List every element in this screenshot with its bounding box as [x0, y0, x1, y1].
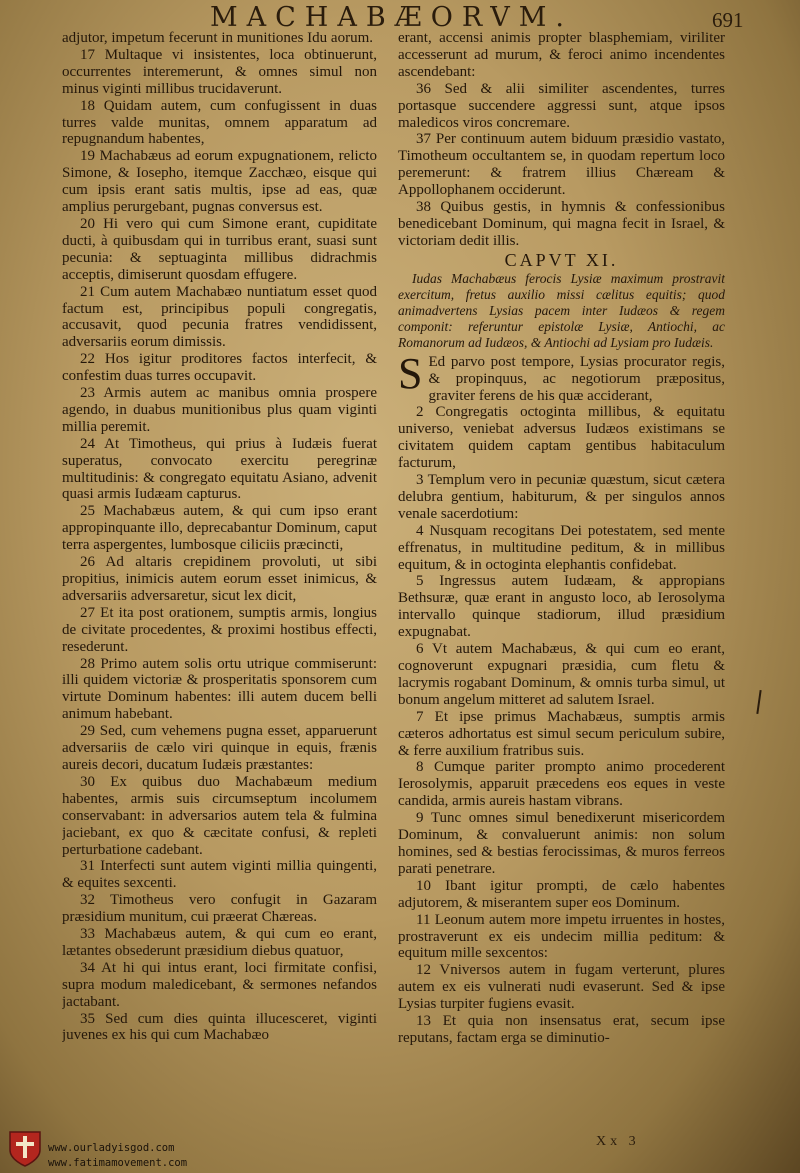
verse: 4 Nusquam recogitans Dei potestatem, sed mente effrenatus, in multitudine peditum, & in millibus equitum, & in octoginta elephantis confidebat. — [398, 522, 725, 573]
verse: 22 Hos igitur proditores factos interfecit, & confestim duas turres occupavit. — [62, 351, 377, 385]
verse: 6 Vt autem Machabæus, & qui cum eo erant, cognoverunt expugnari præsidia, cum fletu & lacrymis rogabant Dominum, & omnis turba simul, ut bonum angelum mitteret ad salutem Israel. — [398, 641, 725, 708]
verse: 12 Vniversos autem in fugam verterunt, plures autem ex eis vulnerati nudi evaserunt. Sed & ipse Lysias turpiter fugiens evasit. — [398, 962, 725, 1013]
verse: 18 Quidam autem, cum confugissent in duas turres valde munitas, omnem apparatum ad repugnandum habentes, — [62, 97, 377, 148]
verse: 25 Machabæus autem, & qui cum ipso erant appropinquante illo, deprecabantur Dominum, caput terra aspergentes, lumbosque ciliciis præcincti, — [62, 503, 377, 554]
verse: 34 At hi qui intus erant, loci firmitate confisi, supra modum maledicebant, & sermones nefandos jactabant. — [62, 959, 377, 1010]
footer-url-1: www.ourladyisgod.com — [48, 1142, 175, 1154]
verse: 19 Machabæus ad eorum expugnationem, relicto Simone, & Iosepho, itemque Zacchæo, eisque qui cum ipsis erant satis multis, ipse ad eas, quæ amplius perurgebant, pugnas conversus est. — [62, 148, 377, 216]
verse: 30 Ex quibus duo Machabæum medium habentes, armis suis circumseptum incolumem conservabant: in adversarios autem tela & fulmina jaciebant, ex quo & cæcitate confusi, & repleti perturbatione cadebant. — [62, 773, 377, 858]
shield-logo-icon — [8, 1130, 42, 1168]
verse: 7 Et ipse primus Machabæus, sumptis armis cæteros adhortatus est simul secum periculum subire, & ferre auxilium fratribus suis. — [398, 708, 725, 759]
running-title: MACHABÆORVM. — [210, 2, 573, 33]
right-column — [398, 30, 725, 1120]
footer-url-2: www.fatimamovement.com — [48, 1157, 188, 1169]
verse-with-dropcap — [398, 348, 725, 405]
chapter-summary — [398, 271, 725, 351]
verse: 35 Sed cum dies quinta illucesceret, viginti juvenes ex his qui cum Machabæo — [62, 1010, 377, 1044]
verse: 38 Quibus gestis, in hymnis & confessionibus benedicebant Dominum, qui magna fecit in Israel, & victoriam dedit illis. — [398, 199, 725, 249]
left-column — [62, 30, 377, 1120]
verse: 17 Multaque vi insistentes, loca obtinuerunt, occurrentes interemerunt, & omnes simul non minus viginti millibus trucidaverunt. — [62, 46, 377, 97]
verse: 8 Cumque pariter prompto animo procederent Ierosolymis, apparuit præcedens eos eques in veste candida, armis aureis hastam vibrans. — [398, 759, 725, 810]
verse: 28 Primo autem solis ortu utrique commiserunt: illi quidem victoriæ & prosperitatis sponsorem cum virtute Dominum habentes: illi autem ducem belli animum habebant. — [62, 655, 377, 723]
verse: 37 Per continuum autem biduum præsidio vastato, Timotheum occultantem se, in quodam repertum loco peremerunt: & fratrem illius Chæream & Appollophanem occiderunt. — [398, 131, 725, 199]
verse: 31 Interfecti sunt autem viginti millia quingenti, & equites sexcenti. — [62, 858, 377, 892]
verse: 20 Hi vero qui cum Simone erant, cupiditate ducti, à quibusdam qui in turribus erant, suasi sunt pecunia: & septuaginta millibus didrachmis acceptis, dimiserunt quosdam effugere. — [62, 215, 377, 283]
drop-cap: S — [398, 348, 423, 398]
verse-text: Ed parvo post tempore, Lysias procurator regis, & propinquus, ac negotiorum præpositus, graviter ferens de his quæ acciderant, — [428, 353, 725, 404]
verse: 11 Leonum autem more impetu irruentes in hostes, prostraverunt ex eis undecim millia peditum: & equitum mille sexcentos: — [398, 911, 725, 962]
chapter-summary-text: Iudas Machabæus ferocis Lysiæ maximum prostravit exercitum, fretus auxilio missi cælitus equitis; quod animadvertens Lysias pacem inter Iudæos & regem componit: referuntur epistolæ Lysiæ, Antiochi, ac Romanorum ad Iudæos, & Antiochi ad Lysiam pro Iudæis. — [398, 270, 725, 350]
verse: erant, accensi animis propter blasphemiam, viriliter accesserunt ad murum, & feroci animo incendentes ascendebant: — [398, 30, 725, 80]
verse: 13 Et quia non insensatus erat, secum ipse reputans, factam erga se diminutio- — [398, 1013, 725, 1046]
verse: 32 Timotheus vero confugit in Gazaram præsidium munitum, cui præerat Chæreas. — [62, 892, 377, 926]
verse: 36 Sed & alii similiter ascendentes, turres portasque succendere aggressi sunt, atque ipsos maledicos viros concremare. — [398, 80, 725, 131]
page-header — [0, 2, 800, 32]
page-footer — [0, 1126, 800, 1173]
verse: 3 Templum vero in pecuniæ quæstum, sicut cætera delubra gentium, habiturum, & per singulos annos venale sacerdotium: — [398, 472, 725, 522]
verse: adjutor, impetum fecerunt in munitiones Idu aorum. — [62, 30, 373, 46]
page-number: 691 — [712, 8, 744, 32]
signature-mark: Xx 3 — [596, 1134, 640, 1149]
verse: 26 Ad altaris crepidinem provoluti, ut sibi propitius, inimicis autem eorum esset inimicus, & adversariis adversaretur, sicut lex dicit, — [62, 554, 377, 604]
verse: 24 At Timotheus, qui prius à Iudæis fuerat superatus, convocato exercitu peregrinæ multitudinis: & congregato equitatu Asiano, advenit quasi armis Iudæam capturus. — [62, 435, 377, 503]
verse: 9 Tunc omnes simul benedixerunt misericordem Dominum, & convaluerunt animis: non solum homines, sed & bestias ferocissimas, & muros ferreos parati penetrare. — [398, 810, 725, 877]
verse: 27 Et ita post orationem, sumptis armis, longius de civitate procedentes, & proximi hostibus effecti, resederunt. — [62, 604, 377, 655]
chapter-heading: CAPVT XI. — [504, 249, 619, 270]
margin-pen-mark — [756, 690, 761, 714]
verse: 23 Armis autem ac manibus omnia prospere agendo, in duabus munitionibus plus quam viginti millia peremit. — [62, 385, 377, 435]
verse: 29 Sed, cum vehemens pugna esset, apparuerunt adversariis de cælo viri quinque in equis, frænis aureis decori, ducatum Iudæis præstantes: — [62, 723, 377, 773]
verse: 2 Congregatis octoginta millibus, & equitatu universo, veniebat adversus Iudæos existimans se civitatem quidem captam gentibus habitaculum facturum, — [398, 404, 725, 472]
verse: 33 Machabæus autem, & qui cum eo erant, lætantes obsederunt præsidium diebus quatuor, — [62, 926, 377, 959]
verse: 21 Cum autem Machabæo nuntiatum esset quod factum est, principibus populi congregatis, accusavit, quod pecunia fratres vendidissent, adversariis eorum dimissis. — [62, 283, 377, 351]
verse: 5 Ingressus autem Iudæam, & appropians Bethsuræ, quæ erant in angusto loco, ab Ierosolyma intervallo quinque stadiorum, illud præsidium expugnabat. — [398, 573, 725, 641]
verse: 10 Ibant igitur prompti, de cælo habentes adjutorem, & miserantem super eos Dominum. — [398, 877, 725, 911]
